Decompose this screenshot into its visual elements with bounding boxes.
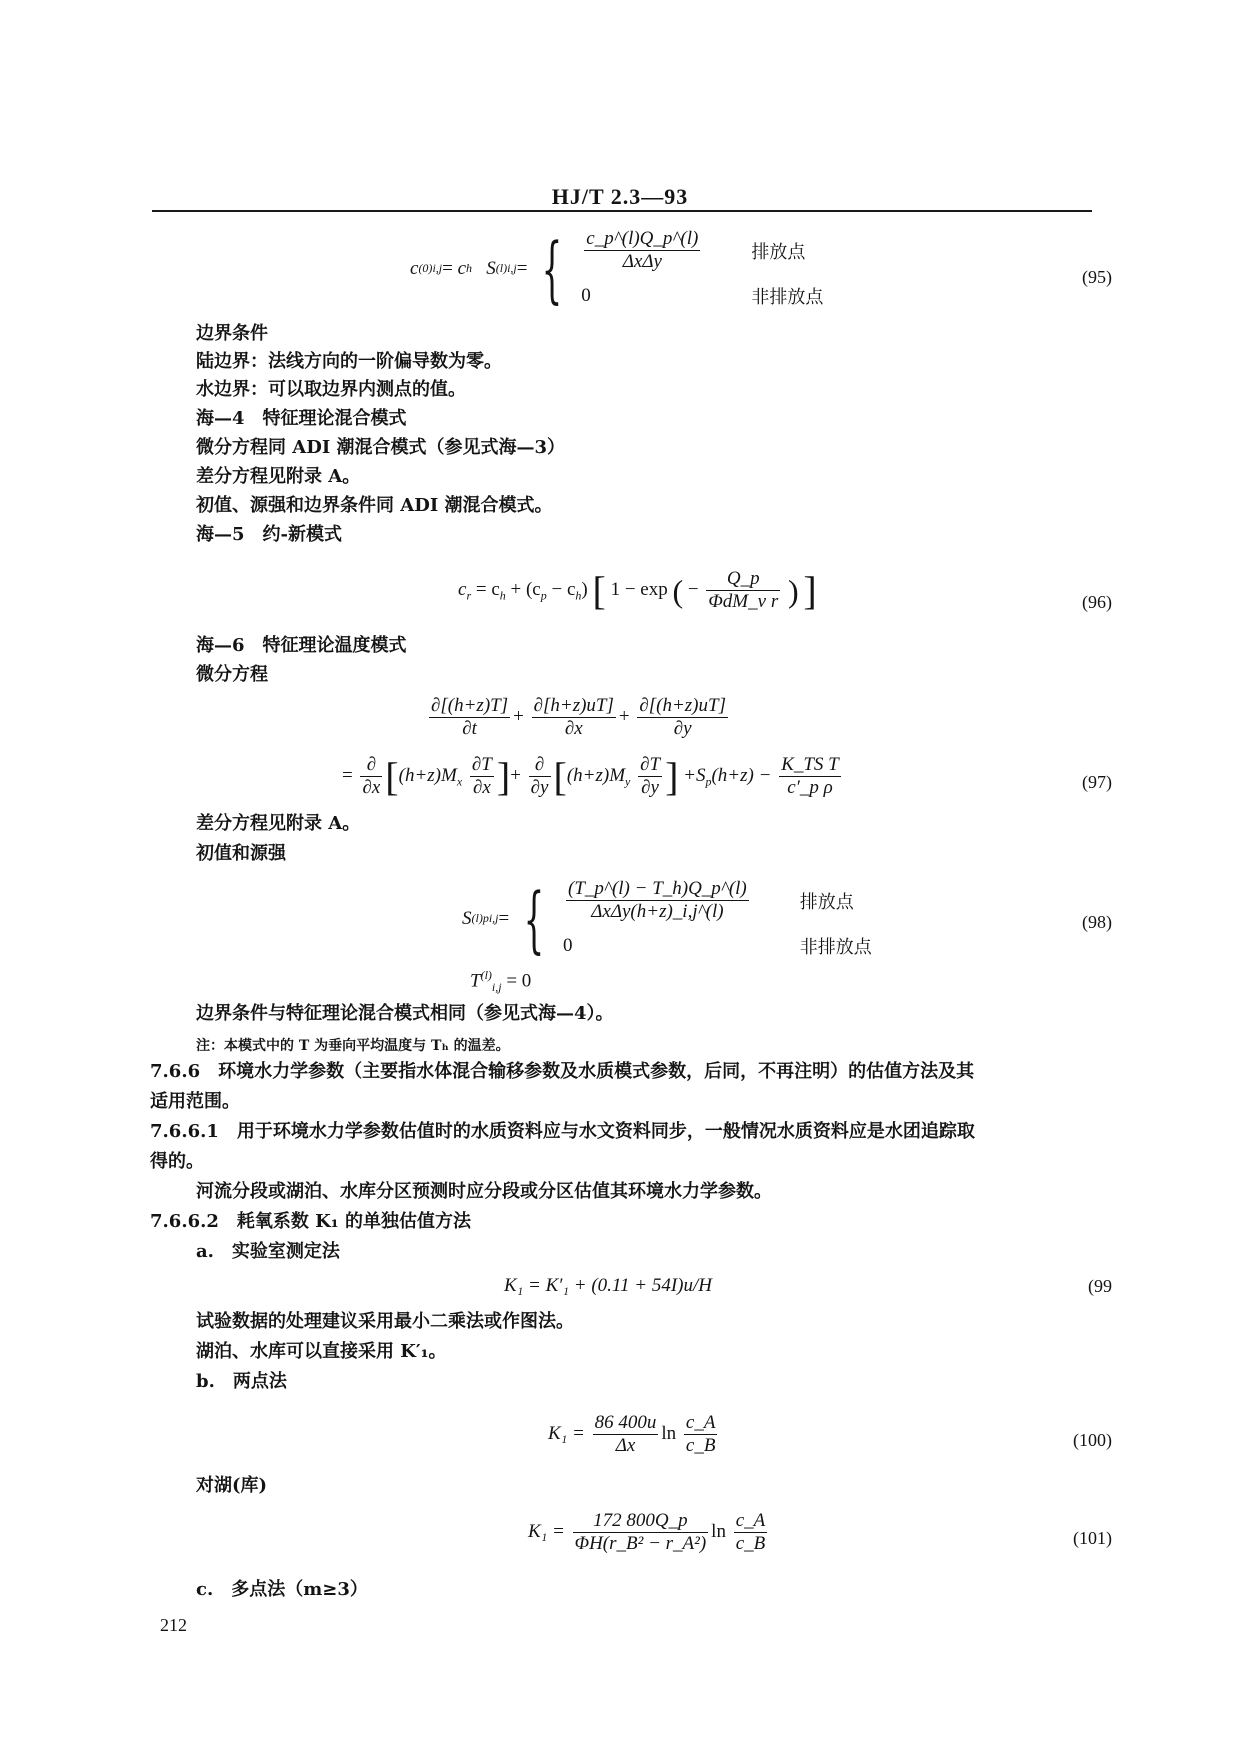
equation-number-99: (99 [1088,1276,1112,1296]
section-7-6-6-line-2: 适用范围。 [150,1091,240,1112]
equation-96: $c_r = c_h + (c_p - c_h)$ [ 1 − exp ( − $\frac{Q\_p}{\text{ΦdM\_v r}}$ ) ] [458,567,817,613]
equation-100: K₁ = $\frac{86 400u}{\Delta x}$ ln $\frac{c\_A}{c\_B}$ [548,1412,716,1456]
heading-sea-4: 海—4 特征理论混合模式 [196,408,407,429]
header-rule [152,210,1092,212]
page-number: 212 [160,1615,187,1635]
item-a-lab-method: a. 实验室测定法 [196,1241,340,1262]
item-c-multi-point: c. 多点法（m≥3） [196,1579,368,1600]
paragraph-initial-and-source: 初值和源强 [196,843,286,864]
paragraph-boundary-same: 边界条件与特征理论混合模式相同（参见式海—4）。 [196,1003,614,1024]
section-7-6-6-1-line-1: 7.6.6.1 用于环境水力学参数估值时的水质资料应与水文资料同步，一般情况水质资料应是水团追踪取 [150,1121,975,1142]
paragraph-diff-scheme-ref-2: 差分方程见附录 A。 [196,813,361,834]
paragraph-diff-scheme-ref: 差分方程见附录 A。 [196,466,361,487]
section-7-6-6-1-line-2: 得的。 [150,1151,204,1172]
heading-sea-5: 海—5 约-新模式 [196,524,342,545]
item-b-two-point: b. 两点法 [196,1371,287,1392]
equation-101: K₁ = $\frac{172 800Q\_p}{\text{ΦH(r\_B² − r\_A²)}}$ ln $\frac{c\_A}{c\_B}$ [528,1510,766,1554]
equation-98-T-line: $T^{(l)}_{i,j} = 0$ [470,968,532,995]
right-bracket-icon: ] [803,567,817,613]
paragraph-land-boundary: 陆边界：法线方向的一阶偏导数为零。 [196,351,502,372]
equation-number-101: (101) [1073,1528,1112,1548]
equation-97-line-2: = $\frac{\partial}{\partial x}$ [$(h+z)M_x$ $\frac{\partial T}{\partial x}$ ]+ $\frac{\partial}{\partial y}$ [$(h+z)M_y$ $\frac{\partial T}{\partial y}$ ] $+S_p(h+z)$ − $\frac{\text{K\_TS T}}{\text{c′\_p ρ}}$ [342,753,839,799]
equation-number-96: (96) [1082,592,1112,612]
left-brace-icon: { [542,226,563,311]
paragraph-lake-reservoir: 对湖(库) [196,1475,268,1496]
paragraph-least-squares: 试验数据的处理建议采用最小二乘法或作图法。 [196,1311,574,1332]
section-7-6-6-line-1: 7.6.6 环境水力学参数（主要指水体混合输移参数及水质模式参数，后同，不再注明）的估值方法及其 [150,1061,975,1082]
paragraph-segment-estimation: 河流分段或湖泊、水库分区预测时应分段或分区估值其环境水力学参数。 [196,1181,772,1202]
paragraph-diff-equation: 微分方程 [196,664,268,685]
equation-97-line-1: $\frac{\partial[(h+z)T]}{\partial t}$ + $\frac{\partial[h+z)uT]}{\partial x}$ + $\frac{\partial[(h+z)uT]}{\partial y}$ [431,695,726,739]
left-brace-icon: { [523,876,545,961]
note-text: 注：本模式中的 T 为垂向平均温度与 Tₕ 的温差。 [196,1038,510,1054]
eq95-lhs-c: c [410,257,419,279]
left-paren-icon: ( [672,572,684,609]
paragraph-boundary-conditions: 边界条件 [196,323,268,344]
right-paren-icon: ) [787,572,799,609]
paragraph-water-boundary: 水边界：可以取边界内测点的值。 [196,379,466,400]
equation-number-97: (97) [1082,772,1112,792]
equation-number-100: (100) [1073,1430,1112,1450]
equation-95: c (0) i,j = c h S (l) i,j = { $\frac{c\_p\^{}(l)Q\_p\^{}(l)}{\text{ΔxΔy}}$ 排放点 0 非排放点 [410,226,824,311]
left-bracket-icon: [ [592,567,606,613]
paragraph-diff-eq-ref: 微分方程同 ADI 潮混合模式（参见式海—3） [196,437,566,458]
heading-sea-6: 海—6 特征理论温度模式 [196,635,407,656]
equation-number-95: (95) [1082,267,1112,287]
equation-number-98: (98) [1082,912,1112,932]
running-header: HJ/T 2.3—93 [551,184,689,209]
paragraph-initial-values-ref: 初值、源强和边界条件同 ADI 潮混合模式。 [196,495,553,516]
equation-99: K₁ = K′₁ + (0.11 + 54I)u/H [504,1275,712,1296]
section-7-6-6-2: 7.6.6.2 耗氧系数 K₁ 的单独估值方法 [150,1211,471,1232]
equation-98: S (l) pi,j = { $\frac{(T\_p\^{}(l) - T\_h)Q\_p\^{}(l)}{\text{ΔxΔy(h+z)\_i,j\textasciicircum{}(l)}}$ 排放点 0 非排放点 [462,876,872,961]
paragraph-lakes-k1: 湖泊、水库可以直接采用 K′₁。 [196,1341,447,1362]
